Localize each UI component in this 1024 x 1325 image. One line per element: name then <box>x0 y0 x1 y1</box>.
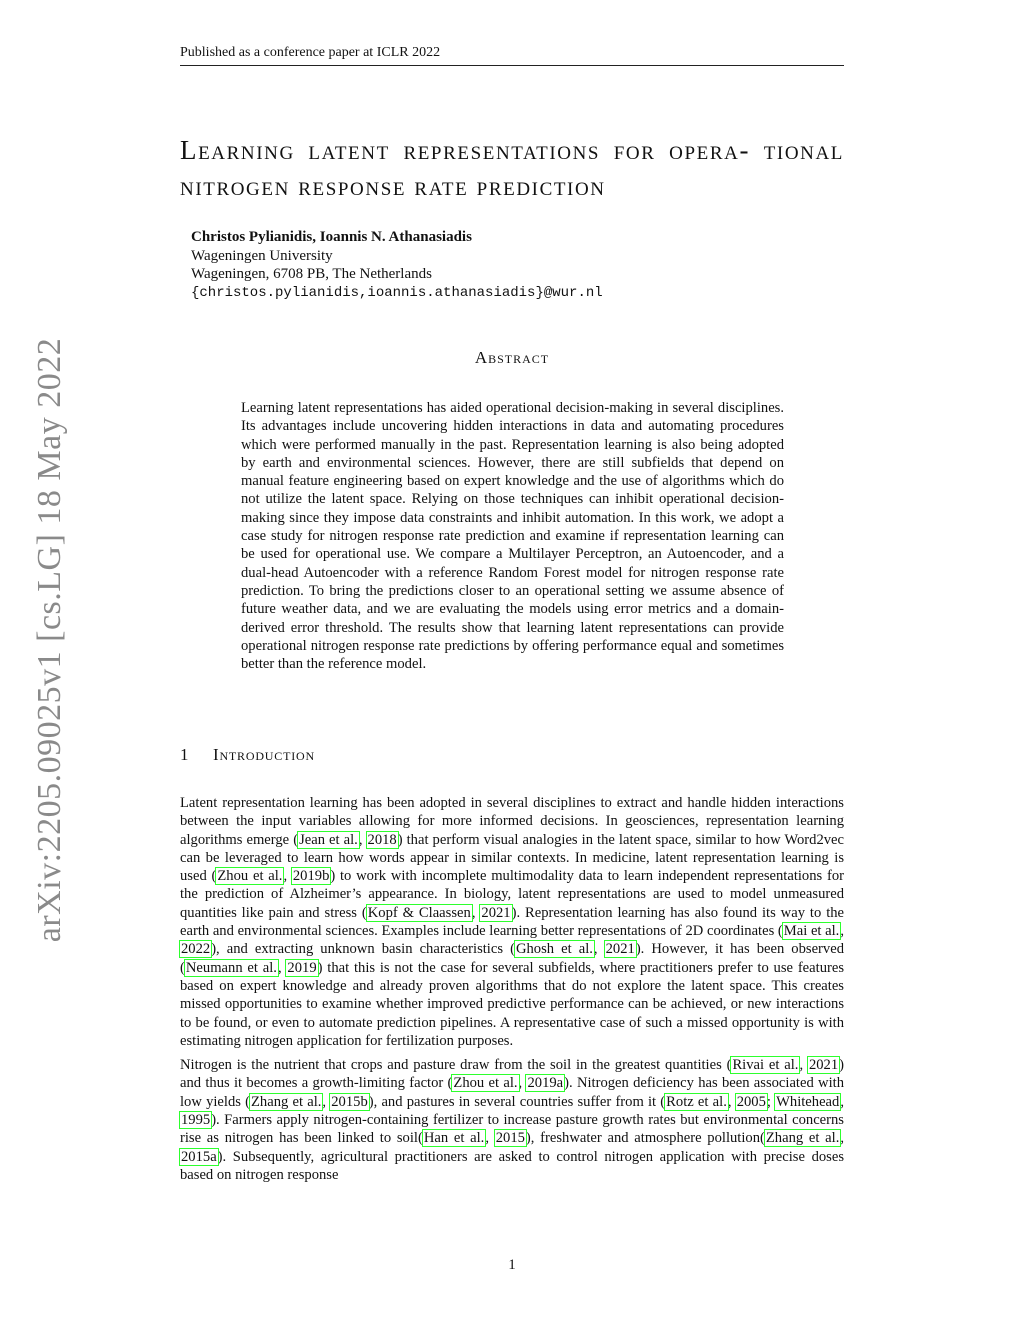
citation-link[interactable]: Mai et al. <box>783 923 840 940</box>
intro-p1-text: ) that this is not the case for several subfields, where practitioners prefer to use features based on expert knowledge and already proven algorithms that do not explore the latent space. This creates missed opportunities to examine whether improved predictive performance can be achieved, or new interactions to be found, or even to automate prediction pipelines. A representative case of such a missed opportunity is with estimating nitrogen application for fertilization purposes. <box>180 959 845 1049</box>
intro-p1-text: ). Representation learning has also found its way to the earth and environmental sciences. Examples include learning better representations of 2D coordinates ( <box>180 904 845 940</box>
paper-title: Learning latent representations for opera- tional nitrogen response rate prediction <box>180 135 844 201</box>
intro-p2-text: ; <box>766 1093 776 1110</box>
intro-p2-text: , <box>799 1057 808 1074</box>
intro-p2-text: , <box>727 1093 736 1110</box>
citation-link[interactable]: Whitehead <box>776 1093 840 1110</box>
citation-link[interactable]: Jean et al. <box>299 831 358 848</box>
intro-p1-text: Latent representation learning has been adopted in several disciplines to extract and handle hidden interactions between the input variables allowing for more informed decisions. In geosciences, representation learning algorithms emerge ( <box>180 795 844 848</box>
citation-link[interactable]: 2021 <box>481 904 511 921</box>
citation-link[interactable]: Ghosh et al. <box>515 941 593 958</box>
intro-p1-text: , <box>283 868 292 885</box>
citation-link[interactable]: Neumann et al. <box>185 959 277 976</box>
citation-link[interactable]: 2018 <box>367 831 397 848</box>
citation-link[interactable]: Zhang et al. <box>251 1093 322 1110</box>
intro-p1-text: , <box>840 923 844 940</box>
intro-p1-text: ) that perform visual analogies in the latent space, similar to how Word2vec can be leveraged to learn how words appear in similar contexts. In medicine, latent representation learning is used ( <box>180 831 845 885</box>
arxiv-identifier: arXiv:2205.09025v1 [cs.LG] 18 May 2022 <box>31 337 68 943</box>
intro-p2-text: Nitrogen is the nutrient that crops and pasture draw from the soil in the greatest quantities ( <box>180 1057 732 1074</box>
intro-p2-text: , <box>518 1075 527 1092</box>
citation-link[interactable]: Zhou et al. <box>453 1075 518 1092</box>
running-header: Published as a conference paper at ICLR 2022 <box>180 45 441 60</box>
intro-p1-text: , <box>358 831 367 848</box>
intro-p2-text: , <box>485 1130 495 1147</box>
citation-link[interactable]: 2015 <box>495 1130 525 1147</box>
intro-p2-text: ), freshwater and atmosphere pollution( <box>525 1130 765 1147</box>
citation-link[interactable]: 2019a <box>527 1075 564 1092</box>
intro-p1-text: ) to work with incomplete multimodality data to learn independent representations for the prediction of Alzheimer’s appearance. In biology, latent representations are used to model unmeasured quantities like pain and stress ( <box>180 868 844 921</box>
abstract-heading: Abstract <box>474 348 550 367</box>
intro-paragraph-2 <box>180 1056 844 1184</box>
author-address: Wageningen, 6708 PB, The Netherlands <box>191 266 432 282</box>
intro-p2-text: ). Farmers apply nitrogen-containing fertilizer to increase pasture growth rates but environmental concerns rise as nitrogen has been linked to soil( <box>180 1112 844 1147</box>
section-number: 1 <box>180 745 190 764</box>
intro-p2-text: ). Subsequently, agricultural practitioners are asked to control nitrogen application with precise doses based on nitrogen response <box>180 1148 844 1183</box>
intro-p2-text: , <box>322 1093 331 1110</box>
citation-link[interactable]: 2015a <box>181 1148 217 1165</box>
intro-p1-text: ), and extracting unknown basin characteristics ( <box>211 941 515 958</box>
author-affiliation: Wageningen University <box>191 247 333 264</box>
author-names: Christos Pylianidis, Ioannis N. Athanasiadis <box>191 229 472 245</box>
author-email: {christos.pylianidis,ioannis.athanasiadis}@wur.nl <box>191 284 603 301</box>
section-heading <box>180 745 844 765</box>
citation-link[interactable]: Kopf & Claassen <box>367 904 471 921</box>
intro-p2-text: ) and thus it becomes a growth-limiting factor ( <box>180 1057 844 1092</box>
intro-p2-text: , <box>840 1130 845 1147</box>
author-block <box>191 228 811 302</box>
section-title: Introduction <box>213 745 315 764</box>
citation-link[interactable]: Rivai et al. <box>732 1057 799 1074</box>
header-rule <box>180 65 844 66</box>
intro-p2-text: ). Nitrogen deficiency has been associated with low yields ( <box>180 1075 844 1110</box>
citation-link[interactable]: 1995 <box>181 1112 211 1129</box>
citation-link[interactable]: 2021 <box>605 941 635 958</box>
intro-p1-text: ). However, it has been observed ( <box>180 941 844 976</box>
intro-p1-text: , <box>471 904 481 921</box>
citation-link[interactable]: Han et al. <box>423 1130 485 1147</box>
citation-link[interactable]: 2015b <box>331 1093 368 1110</box>
citation-link[interactable]: 2019b <box>292 868 330 885</box>
citation-link[interactable]: 2019 <box>287 959 317 976</box>
citation-link[interactable]: 2021 <box>808 1057 839 1074</box>
intro-p1-text: , <box>277 959 287 976</box>
intro-p1-text: , <box>593 941 605 958</box>
citation-link[interactable]: 2005 <box>736 1093 766 1110</box>
citation-link[interactable]: Zhang et al. <box>765 1130 840 1147</box>
abstract-text: Learning latent representations has aided operational decision-making in several disciplines. Its advantages include uncovering hidden interactions in data and automating procedures which were performed manually in the past. Representation learning is also being adopted by earth and environmental sciences. However, there are still subfields that depend on manual feature engineering based on expert knowledge and the use of algorithms which do not utilize the latent space. Relying on those techniques can inhibit operational decision-making since they impose data constraints and inhibit automation. In this work, we adopt a case study for nitrogen response rate prediction and examine if representation learning can be used for operational use. We compare a Multilayer Perceptron, an Autoencoder, and a dual-head Autoencoder with a reference Random Forest model for nitrogen response rate prediction. To bring the predictions closer to an operational setting we assume absence of future weather data, and we are evaluating the models using error metrics and a domain-derived error threshold. The results show that learning latent representations can provide operational nitrogen response rate predictions by offering performance equal and sometimes better than the reference model. <box>241 400 784 673</box>
intro-p2-text: , <box>840 1093 844 1110</box>
intro-p2-text: ), and pastures in several countries suffer from it ( <box>368 1093 666 1110</box>
citation-link[interactable]: Zhou et al. <box>217 868 283 885</box>
citation-link[interactable]: 2022 <box>181 941 211 958</box>
intro-paragraph-1 <box>180 794 844 1050</box>
page-number: 1 <box>508 1257 516 1273</box>
introduction-body <box>180 794 844 1190</box>
citation-link[interactable]: Rotz et al. <box>666 1093 727 1110</box>
